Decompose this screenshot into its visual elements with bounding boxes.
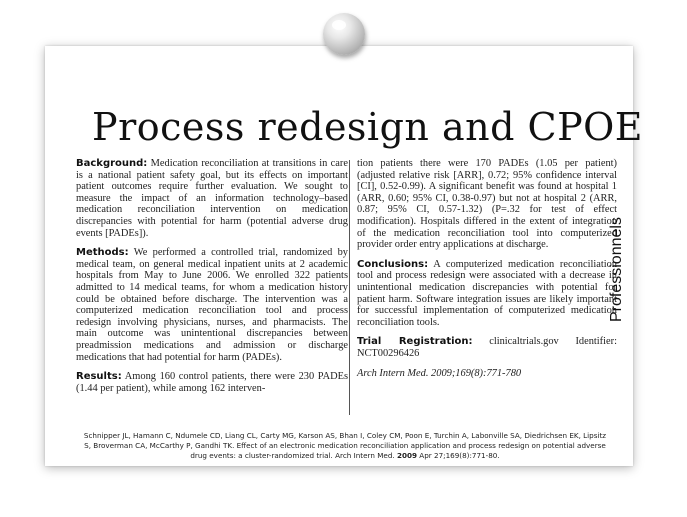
reference-year: 2009 (396, 451, 417, 460)
results-text: Among 160 control patients, there were 230 PADEs (1.44 per patient), while among 162 interven- (76, 371, 348, 394)
abstract-right-column (357, 158, 617, 387)
methods-section (76, 247, 348, 363)
side-label: Professionnels (608, 217, 625, 322)
page-title: Process redesign and CPOE (92, 105, 644, 149)
abstract-left-column (76, 158, 348, 402)
reference-volume: Apr 27;169(8):771-80. (419, 451, 500, 460)
trial-registration-text: clinicaltrials.gov Identifier: NCT00296426 (357, 336, 617, 359)
methods-text: We performed a controlled trial, randomized by medical team, on general medical inpatient units at 2 academic hospitals from May to June 2006. We enrolled 322 patients admitted to 14 medical teams, for whom a medication history could be obtained before discharge. The intervention was a computerized medication reconciliation tool and process redesign involving physicians, nurses, and pharmacists. The main outcome was unintentional discrepancies between preadmission medications and admission or discharge medications that had potential for harm (PADEs). (76, 247, 348, 363)
background-text: Medication reconciliation at transitions in care is a national patient safety goal, but its effects on important patient outcomes require further evaluation. We sought to measure the impact of an information technology–based medication reconciliation intervention on medication discrepancies with potential for harm (potential adverse drug events [PADEs]). (76, 158, 348, 239)
conclusions-section (357, 259, 617, 329)
results-continued: tion patients there were 170 PADEs (1.05 per patient) (adjusted relative risk [ARR], 0.72; 95% confidence interval [CI], 0.52-0.99). A significant benefit was found at hospital 1 (ARR, 0.60; 95% CI, 0.38-0.97) but not at hospital 2 (ARR, 0.87; 95% CI, 0.57-1.32) (P=.32 for test of effect modification). Hospitals differed in the extent of integration of the medication reconciliation tool into computerized provider order entry applications at discharge. (357, 158, 617, 251)
methods-heading: Methods: (76, 247, 129, 259)
pushpin-icon (323, 13, 365, 55)
results-heading: Results: (76, 371, 122, 383)
reference-text (80, 431, 610, 461)
reference-authors-title: Schnipper JL, Hamann C, Ndumele CD, Liang CL, Carty MG, Karson AS, Bhan I, Coley CM, Poon E, Turchin A, Labonville SA, Diedrichsen EK, Lipsitz S, Broverman CA, McCarthy P, Gandhi TK. Effect of an electronic medication reconciliation application and process redesign on potential adverse drug events: a cluster-randomized trial. Arch Intern Med. (83, 431, 607, 460)
results-section (76, 371, 348, 394)
conclusions-text: A computerized medication reconciliation tool and process redesign were associated with a decrease in unintentional medication discrepancies with potential for patient harm. Software integration issues are likely important for successful implementation of computerized medication reconciliation tools. (357, 258, 618, 328)
trial-registration-section (357, 336, 617, 359)
journal-citation: Arch Intern Med. 2009;169(8):771-780 (357, 367, 522, 379)
trial-registration-heading: Trial Registration: (357, 336, 473, 348)
background-section (76, 158, 348, 239)
background-heading: Background: (76, 158, 148, 169)
column-divider (349, 160, 350, 415)
pushpin-highlight (332, 20, 346, 30)
conclusions-heading: Conclusions: (357, 258, 429, 270)
